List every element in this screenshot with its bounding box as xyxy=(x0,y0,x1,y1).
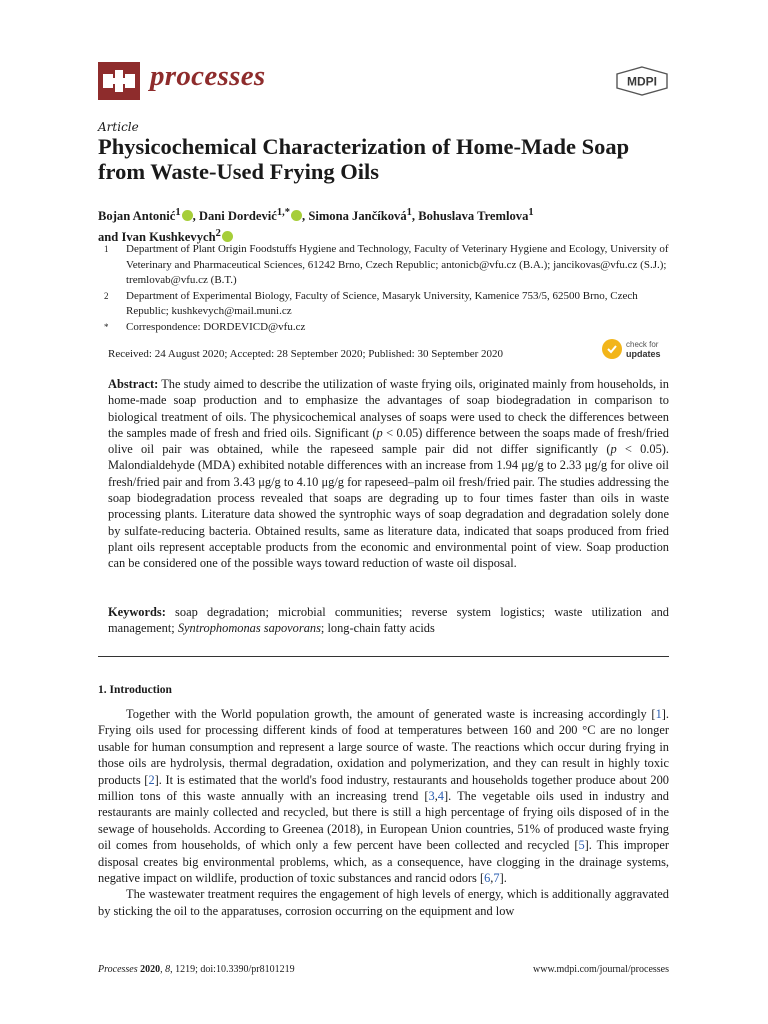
body-text: ]. This improper disposal creates big environmental problems, which, as a consequence, have clogging in the drainage systems, negative impact on wildlife, production of toxic substances and rancid odors [ xyxy=(98,838,669,886)
keywords xyxy=(108,604,669,637)
author-affiliation-mark: 1,* xyxy=(276,207,291,218)
keywords-text: ; long-chain fatty acids xyxy=(320,621,435,636)
p-value-symbol: p xyxy=(610,442,617,457)
journal-name: processes xyxy=(150,60,266,92)
journal-url[interactable]: www.mdpi.com/journal/processes xyxy=(533,964,669,975)
citation-link[interactable]: 1 xyxy=(655,707,662,721)
footer-journal: Processes xyxy=(98,964,138,975)
publication-dates: Received: 24 August 2020; Accepted: 28 September 2020; Published: 30 September 2020 xyxy=(108,348,504,360)
body-text: , xyxy=(434,789,438,804)
author-separator: , xyxy=(192,209,199,224)
check-updates-icon xyxy=(602,339,622,359)
check-for-updates-badge[interactable] xyxy=(602,339,676,361)
citation-link[interactable]: 5 xyxy=(578,838,585,853)
keyword-species: Syntrophomonas sapovorans xyxy=(177,621,321,636)
keywords-text: soap degradation; microbial communities; reverse system logistics; waste utilization and management; xyxy=(108,605,669,636)
p-value-symbol: p xyxy=(376,425,383,440)
author-name[interactable]: and Ivan Kushkevych xyxy=(98,230,216,245)
citation-link[interactable]: 3 xyxy=(428,789,435,804)
svg-text:MDPI: MDPI xyxy=(627,74,657,89)
check-updates-big-text: updates xyxy=(626,349,661,359)
body-text: Together with the World population growth, the amount of generated waste is increasing accordingly [ xyxy=(126,707,656,721)
abstract-text: < 0.05) difference between the soaps made of fresh/fried olive oil pair was obtained, while the rapeseed sample pair did not differ significantly ( xyxy=(108,425,669,457)
author-name[interactable]: Bohuslava Tremlova xyxy=(418,209,529,224)
body-text: ]. xyxy=(499,871,507,886)
introduction-body xyxy=(98,706,669,919)
section-divider xyxy=(98,656,669,657)
journal-logo xyxy=(98,62,140,100)
abstract-label: Abstract: xyxy=(108,377,159,391)
orcid-icon[interactable] xyxy=(222,231,233,242)
author-name[interactable]: Bojan Antonić xyxy=(98,209,176,224)
check-updates-small-text: check for xyxy=(626,340,659,349)
affiliation-item xyxy=(104,320,679,336)
citation-link[interactable]: 2 xyxy=(148,772,155,787)
mdpi-logo xyxy=(615,66,669,100)
citation-link[interactable]: 7 xyxy=(493,871,500,886)
citation-footer xyxy=(98,964,295,975)
affiliation-item xyxy=(104,242,679,289)
correspondence-text[interactable]: Correspondence: DORDEVICD@vfu.cz xyxy=(126,320,306,333)
affiliation-mark: * xyxy=(104,321,109,332)
author-name[interactable]: Simona Jančíková xyxy=(308,209,407,224)
author-separator: , xyxy=(411,209,419,224)
body-text: , xyxy=(490,871,494,886)
abstract-text: < 0.05). Malondialdehyde (MDA) exhibited notable differences with an increase from 1.94 μg/g to 2.33 μg/g for olive oil fresh/fried pair and from 3.43 μg/g to 4.10 μg/g for rapeseed–palm oil fresh/fried pair. The studies addressing the soap biodegradation process revealed that soaps are degrading up to four times faster than oils in waste processing plants. Literature data showed the syntrophic ways of soap degradation and degradation solely done by sulfate-reducing bacteria. Obtained results, same as literature data, indicated that soaps produced from fried plant oils represent acceptable products from the economic and environmental point of view. Soap production can be considered one of the possible ways toward reduction of waste oil disposal. xyxy=(108,442,669,571)
author-list xyxy=(98,204,678,246)
author-affiliation-mark: 1 xyxy=(175,207,181,218)
affiliation-text: Department of Plant Origin Foodstuffs Hygiene and Technology, Faculty of Veterinary Hygiene and Ecology, University of Veterinary and Pharmaceutical Sciences, 61242 Brno, Czech Republic; antonicb@vfu.cz (B.A.); jancikovas@vfu.cz (S.J.); tremlovab@vfu.cz (B.T.) xyxy=(126,243,669,286)
citation-link[interactable]: 4 xyxy=(437,789,444,804)
footer-doi[interactable]: , 1219; doi:10.3390/pr8101219 xyxy=(170,964,295,975)
orcid-icon[interactable] xyxy=(291,210,302,221)
affiliation-item xyxy=(104,289,679,320)
affiliations xyxy=(104,242,679,335)
article-title: Physicochemical Characterization of Home-Made Soap from Waste-Used Frying Oils xyxy=(98,134,630,184)
section-heading: 1. Introduction xyxy=(98,684,172,696)
article-type: Article xyxy=(98,120,139,134)
author-affiliation-mark: 1 xyxy=(406,207,412,218)
affiliation-mark: 1 xyxy=(104,244,109,254)
footer-year: 2020 xyxy=(137,964,161,975)
paragraph xyxy=(98,706,669,886)
body-text: ]. The vegetable oils used in industry and restaurants are mainly collected and recycled, but there is still a high percentage of frying oils disposed of in the sewage of households. According to Greenea (2018), in European Union countries, 51% of produced waste frying oil comes from households, of which only a few percent have been collected and recycled [ xyxy=(98,789,669,853)
orcid-icon[interactable] xyxy=(182,210,193,221)
citation-link[interactable]: 6 xyxy=(484,871,491,886)
abstract-text: The study aimed to describe the utilization of waste frying oils, originated mainly from households, in home-made soap production and to emphasize the advantages of soap biodegradation in comparison to biological treatment of oils. The physicochemical analyses of soaps were used to check the differences between the samples made of fresh and fried oils. Significant ( xyxy=(108,377,669,440)
body-text: ]. Frying oils used for processing different kinds of food at temperatures between 160 and 200 °C are no longer usable for human consumption and represent a large source of waste. The reactions which occur during frying in those oils are hydrolysis, thermal degradation, oxidation and polymerization, and they can result in highly toxic products [ xyxy=(98,707,669,787)
body-text: ]. It is estimated that the world's food industry, restaurants and households together produce about 200 million tons of this waste annually with an increasing trend [ xyxy=(98,772,669,804)
affiliation-text: Department of Experimental Biology, Faculty of Science, Masaryk University, Kamenice 753/5, 62500 Brno, Czech Republic; kushkevych@mail.muni.cz xyxy=(126,289,638,317)
keywords-label: Keywords: xyxy=(108,605,166,619)
paragraph: The wastewater treatment requires the engagement of high levels of energy, which is additionally aggravated by sticking the oil to the apparatuses, corrosion occurring on the equipment and low xyxy=(98,887,669,918)
author-affiliation-mark: 1 xyxy=(528,207,534,218)
abstract xyxy=(108,376,669,572)
author-name[interactable]: Dani Dordević xyxy=(198,209,277,224)
affiliation-mark: 2 xyxy=(104,290,109,301)
author-affiliation-mark: 2 xyxy=(215,228,221,240)
author-separator: , xyxy=(302,209,309,224)
footer-volume: , 8 xyxy=(160,964,171,975)
